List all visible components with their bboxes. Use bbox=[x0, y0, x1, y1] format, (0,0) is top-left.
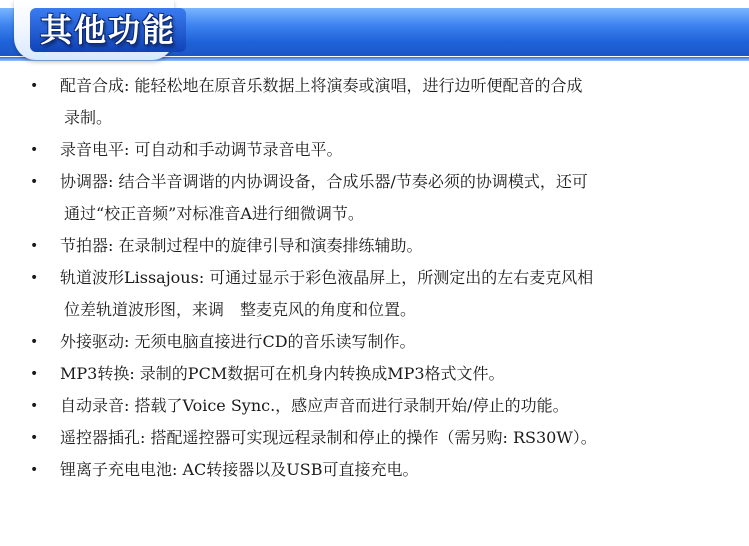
item-text: 锂离子充电电池: AC转接器以及USB可直接充电。 bbox=[60, 460, 419, 479]
list-item bbox=[30, 262, 730, 326]
bullet-icon: • bbox=[30, 142, 39, 158]
bullet-icon: • bbox=[30, 366, 39, 382]
item-text-continued: 位差轨道波形图，来调 整麦克风的角度和位置。 bbox=[64, 300, 417, 319]
bullet-icon: • bbox=[30, 398, 39, 414]
bullet-icon: • bbox=[30, 334, 39, 350]
bullet-icon: • bbox=[30, 78, 39, 94]
item-text: 自动录音: 搭载了Voice Sync.，感应声音而进行录制开始/停止的功能。 bbox=[60, 396, 569, 415]
list-item bbox=[30, 422, 730, 454]
item-text: MP3转换: 录制的PCM数据可在机身内转换成MP3格式文件。 bbox=[60, 364, 505, 383]
item-text: 节拍器: 在录制过程中的旋律引导和演奏排练辅助。 bbox=[60, 236, 423, 255]
list-item bbox=[30, 230, 730, 262]
item-text: 协调器: 结合半音调谐的内协调设备，合成乐器/节奏必须的协调模式，还可 bbox=[60, 172, 588, 191]
item-text-continued: 录制。 bbox=[64, 108, 113, 127]
item-text: 录音电平: 可自动和手动调节录音电平。 bbox=[60, 140, 343, 159]
item-text: 外接驱动: 无须电脑直接进行CD的音乐读写制作。 bbox=[60, 332, 416, 351]
list-item bbox=[30, 454, 730, 486]
bullet-icon: • bbox=[30, 462, 39, 478]
list-item bbox=[30, 390, 730, 422]
bullet-icon: • bbox=[30, 270, 39, 286]
item-text: 配音合成: 能轻松地在原音乐数据上将演奏或演唱，进行边听便配音的合成 bbox=[60, 76, 583, 95]
item-text: 遥控器插孔: 搭配遥控器可实现远程录制和停止的操作（需另购: RS30W）。 bbox=[60, 428, 597, 447]
list-item bbox=[30, 166, 730, 230]
item-text-continued: 通过“校正音频”对标准音A进行细微调节。 bbox=[64, 204, 364, 223]
bullet-icon: • bbox=[30, 174, 39, 190]
item-text: 轨道波形Lissajous: 可通过显示于彩色液晶屏上，所测定出的左右麦克风相 bbox=[60, 268, 594, 287]
page-title: 其他功能 bbox=[30, 8, 186, 52]
bullet-icon: • bbox=[30, 238, 39, 254]
header-banner bbox=[0, 0, 749, 64]
list-item bbox=[30, 70, 730, 134]
bullet-icon: • bbox=[30, 430, 39, 446]
list-item bbox=[30, 134, 730, 166]
list-item bbox=[30, 326, 730, 358]
feature-list bbox=[30, 70, 730, 486]
list-item bbox=[30, 358, 730, 390]
